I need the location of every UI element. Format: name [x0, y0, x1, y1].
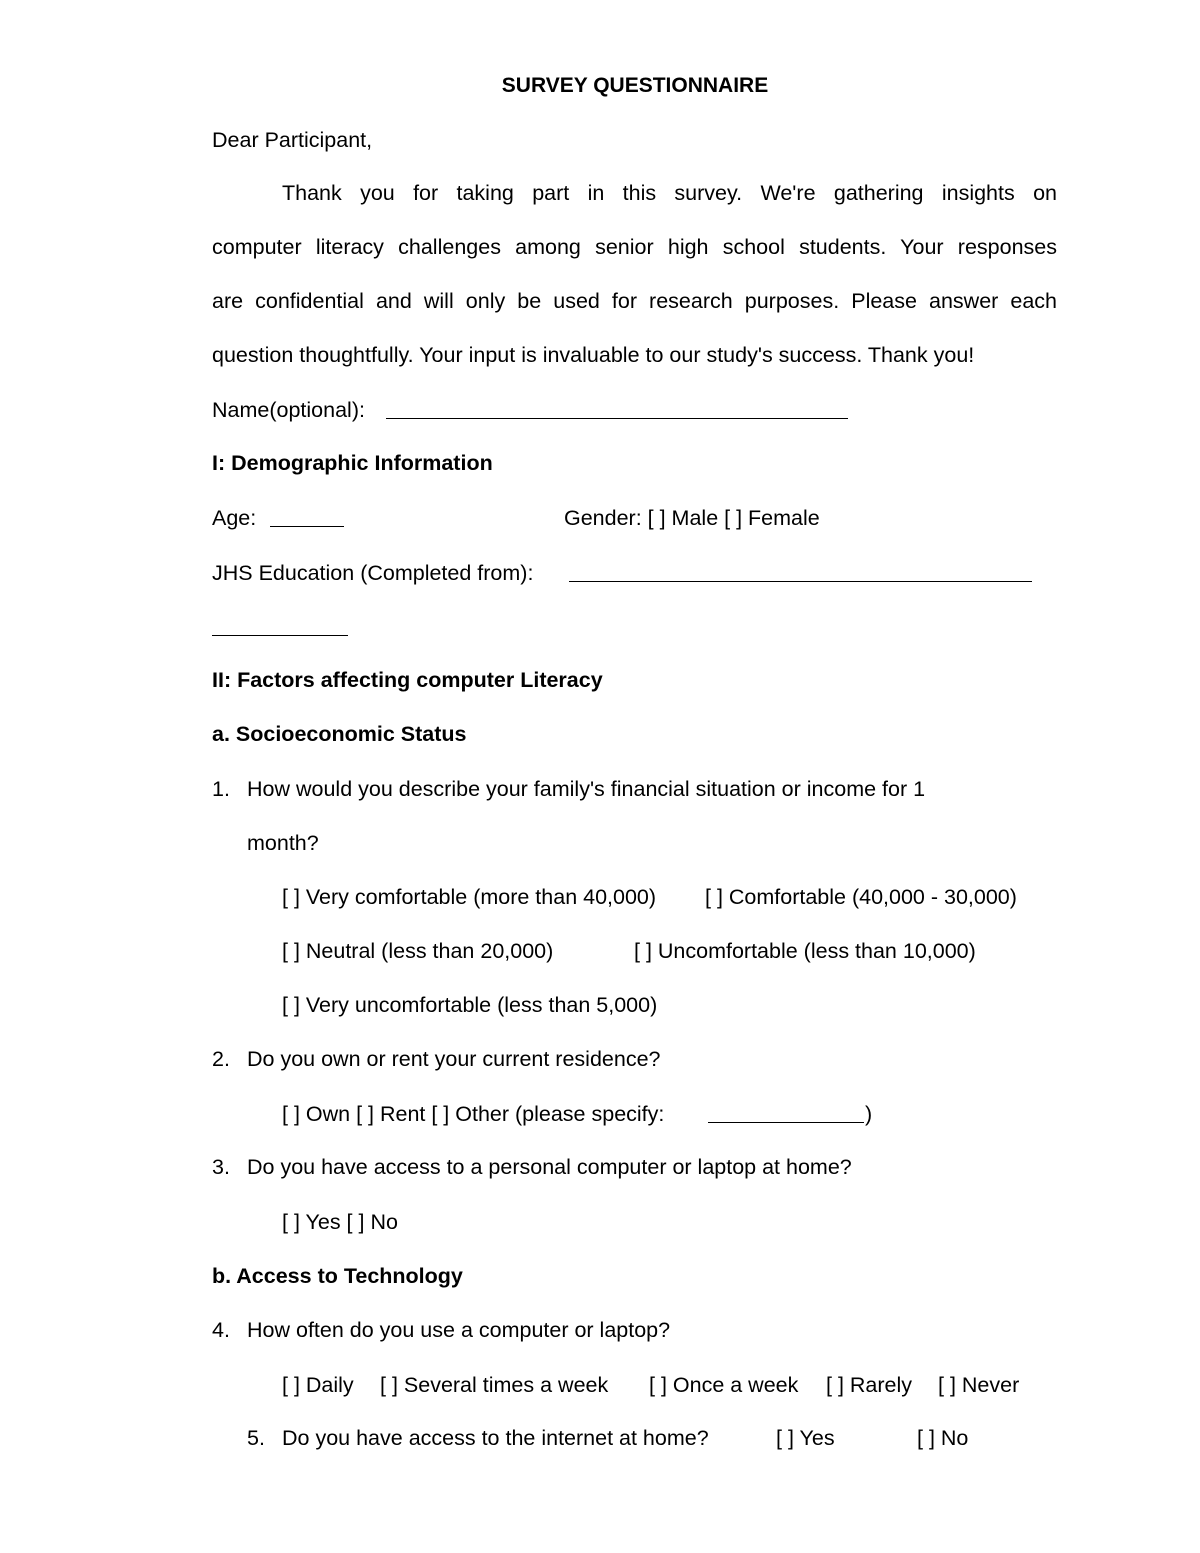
section2-heading: II: Factors affecting computer Literacy	[212, 668, 603, 692]
q5-option-no[interactable]: [ ] No	[917, 1426, 969, 1450]
q4-option-never[interactable]: [ ] Never	[938, 1373, 1020, 1397]
q2-options-close: )	[865, 1102, 873, 1126]
question-5-text: Do you have access to the internet at home?	[282, 1426, 709, 1450]
question-1-text: How would you describe your family's financial situation or income for 1	[247, 777, 926, 801]
gender-options[interactable]: Gender: [ ] Male [ ] Female	[564, 506, 820, 530]
question-4-number: 4.	[212, 1318, 230, 1342]
intro-line-4: question thoughtfully. Your input is invaluable to our study's success. Thank you!	[212, 343, 975, 367]
name-label: Name(optional):	[212, 398, 365, 422]
q1-option-neutral[interactable]: [ ] Neutral (less than 20,000)	[282, 939, 554, 963]
question-1	[212, 774, 925, 804]
jhs-blank[interactable]	[569, 581, 1032, 582]
age-label: Age:	[212, 506, 257, 530]
salutation: Dear Participant,	[212, 128, 373, 152]
question-2-number: 2.	[212, 1047, 230, 1071]
question-3	[212, 1152, 852, 1182]
q2-options-text[interactable]: [ ] Own [ ] Rent [ ] Other (please specify:	[282, 1102, 665, 1126]
q3-options[interactable]: [ ] Yes [ ] No	[282, 1210, 398, 1234]
question-5	[247, 1423, 709, 1453]
question-2	[212, 1044, 661, 1074]
q4-option-rarely[interactable]: [ ] Rarely	[826, 1373, 913, 1397]
question-4	[212, 1315, 670, 1345]
document-title: SURVEY QUESTIONNAIRE	[501, 74, 769, 97]
subsection-b-heading: b. Access to Technology	[212, 1264, 463, 1288]
question-3-text: Do you have access to a personal computer or laptop at home?	[247, 1155, 852, 1179]
question-1-number: 1.	[212, 777, 230, 801]
q2-other-blank[interactable]	[708, 1122, 864, 1123]
q5-option-yes[interactable]: [ ] Yes	[776, 1426, 835, 1450]
intro-line-3: are confidential and will only be used for research purposes. Please answer each	[212, 289, 1057, 313]
intro-line-1: Thank you for taking part in this survey. We're gathering insights on	[282, 181, 1057, 205]
intro-line-2: computer literacy challenges among senior high school students. Your responses	[212, 235, 1057, 259]
jhs-blank-continued[interactable]	[212, 635, 348, 636]
question-4-text: How often do you use a computer or laptop?	[247, 1318, 671, 1342]
age-blank[interactable]	[270, 526, 344, 527]
q1-option-very-comfortable[interactable]: [ ] Very comfortable (more than 40,000)	[282, 885, 657, 909]
q4-option-several[interactable]: [ ] Several times a week	[380, 1373, 609, 1397]
q1-option-very-uncomfortable[interactable]: [ ] Very uncomfortable (less than 5,000)	[282, 993, 658, 1017]
question-5-number: 5.	[247, 1426, 265, 1450]
q2-options[interactable]	[282, 1099, 664, 1129]
question-3-number: 3.	[212, 1155, 230, 1179]
q4-option-daily[interactable]: [ ] Daily	[282, 1373, 354, 1397]
q1-option-comfortable[interactable]: [ ] Comfortable (40,000 - 30,000)	[705, 885, 1017, 909]
q1-option-uncomfortable[interactable]: [ ] Uncomfortable (less than 10,000)	[634, 939, 976, 963]
name-blank[interactable]	[386, 418, 848, 419]
section1-heading: I: Demographic Information	[212, 451, 493, 475]
q4-option-once[interactable]: [ ] Once a week	[649, 1373, 799, 1397]
question-1-text-continued: month?	[247, 831, 319, 855]
question-2-text: Do you own or rent your current residence?	[247, 1047, 661, 1071]
jhs-label: JHS Education (Completed from):	[212, 561, 534, 585]
subsection-a-heading: a. Socioeconomic Status	[212, 722, 467, 746]
